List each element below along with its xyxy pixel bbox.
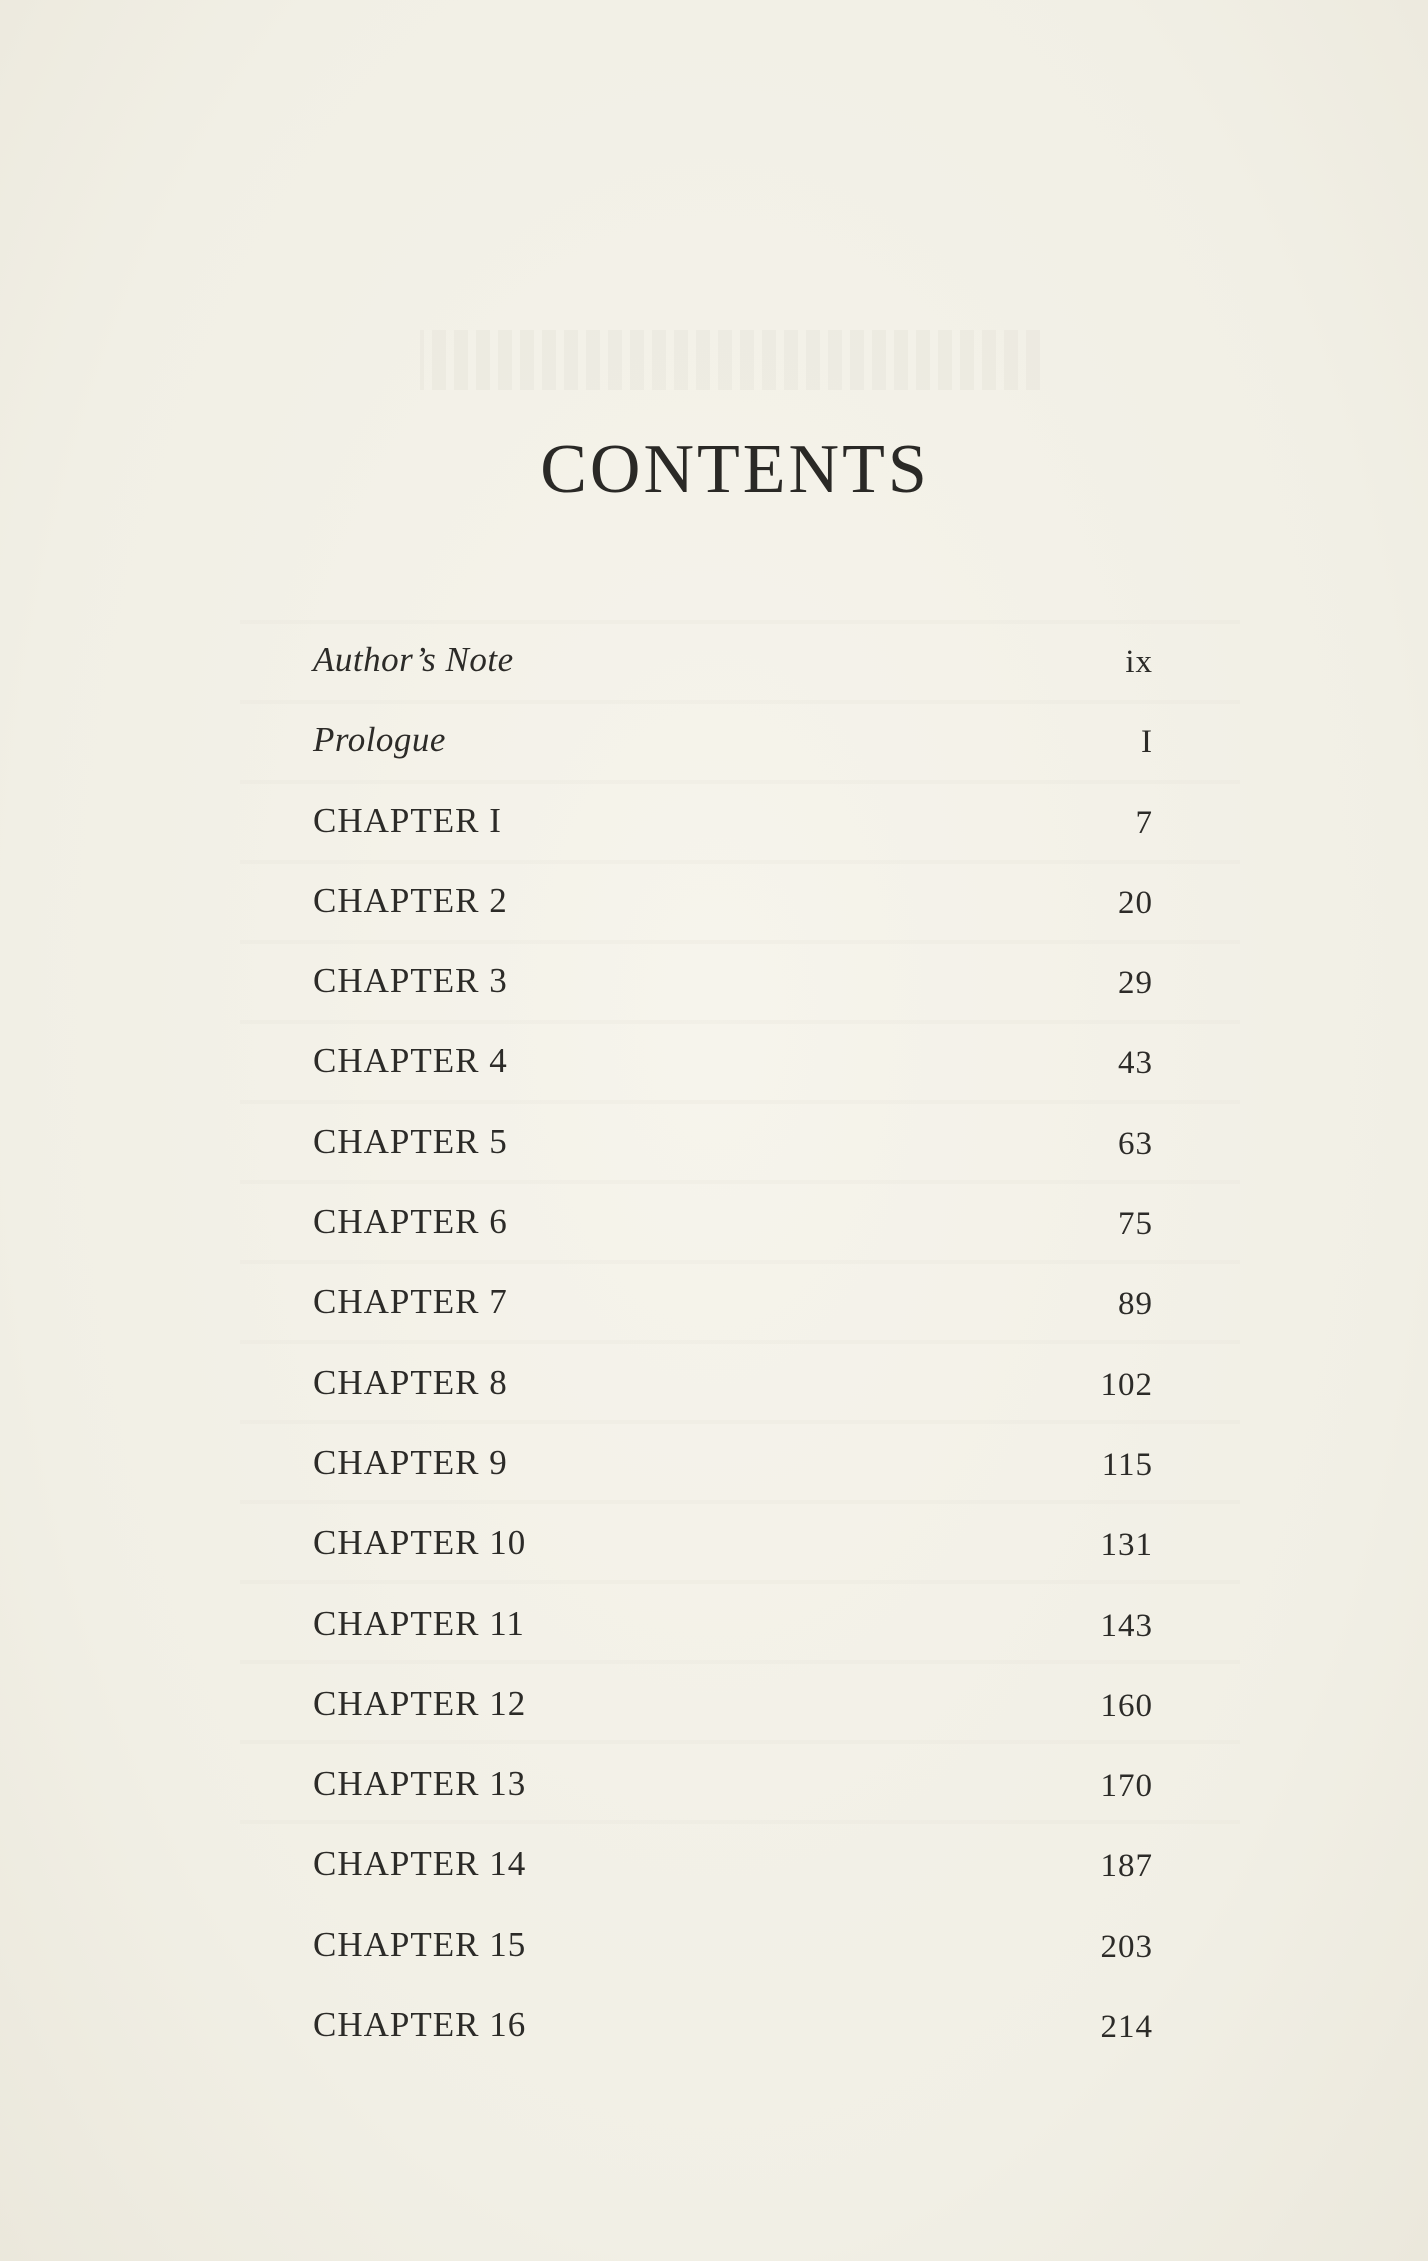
toc-entry-label: CHAPTER 10 [313,1523,527,1563]
toc-entry-label: CHAPTER 6 [313,1202,508,1242]
toc-entry-page: 170 [1100,1768,1153,1805]
show-through-shadow [420,330,1040,390]
toc-entry[interactable] [313,1925,1153,2005]
toc-entry[interactable] [313,1363,1153,1443]
toc-entry-label: CHAPTER 12 [313,1683,527,1723]
toc-entry[interactable] [313,1604,1153,1684]
toc-entry-label: CHAPTER 16 [313,2005,527,2045]
toc-entry-page: 102 [1100,1366,1153,1403]
toc-entry-label: CHAPTER 14 [313,1844,527,1884]
toc-entry[interactable] [313,1282,1153,1362]
toc-entry[interactable] [313,1443,1153,1523]
toc-entry-label: CHAPTER 4 [313,1041,508,1081]
toc-entry-page: 43 [1118,1045,1153,1082]
toc-entry-page: ix [1125,644,1153,680]
toc-entry-label: CHAPTER 5 [313,1121,508,1161]
toc-entry-page: 160 [1100,1687,1153,1724]
toc-entry-page: 214 [1100,2009,1153,2046]
toc-entry[interactable] [313,1202,1153,1282]
toc-entry-label: CHAPTER 7 [313,1282,508,1322]
toc-entry-page: 131 [1100,1527,1153,1564]
toc-entry[interactable] [313,1684,1153,1764]
toc-entry-label: CHAPTER 11 [313,1603,525,1643]
toc-entry[interactable] [313,2005,1153,2085]
toc-entry[interactable] [313,801,1153,881]
toc-entry[interactable] [313,1764,1153,1844]
toc-entry-label: Author’s Note [313,640,514,679]
toc-entry-label: CHAPTER I [313,800,502,840]
toc-entry[interactable] [313,1523,1153,1603]
toc-entry-label: CHAPTER 13 [313,1764,527,1804]
toc-entry-page: 75 [1118,1206,1153,1243]
toc-entry[interactable] [313,640,1153,720]
toc-entry[interactable] [313,961,1153,1041]
toc-entry-label: CHAPTER 3 [313,961,508,1001]
toc-entry-page: 20 [1118,884,1153,921]
toc-entry-label: CHAPTER 9 [313,1442,508,1482]
toc-entry-page: 187 [1100,1848,1153,1885]
toc-entry-page: 89 [1118,1286,1153,1323]
toc-entry-page: 63 [1118,1125,1153,1162]
toc-entry[interactable] [313,1041,1153,1121]
toc-entry-label: Prologue [313,720,446,760]
toc-entry-page: I [1141,724,1153,761]
toc-entry-page: 203 [1100,1928,1153,1965]
toc-entry[interactable] [313,1122,1153,1202]
toc-entry-label: CHAPTER 8 [313,1362,508,1402]
toc-entry[interactable] [313,720,1153,800]
toc-entry-page: 7 [1135,804,1153,841]
toc-entry-page: 115 [1101,1446,1153,1483]
toc-entry-label: CHAPTER 2 [313,880,508,920]
toc-entry[interactable] [313,1844,1153,1924]
toc-entry[interactable] [313,881,1153,961]
toc-entry-page: 29 [1118,965,1153,1002]
table-of-contents [313,640,1153,2085]
toc-entry-page: 143 [1100,1607,1153,1644]
toc-entry-label: CHAPTER 15 [313,1924,527,1964]
page-title: CONTENTS [540,431,930,508]
